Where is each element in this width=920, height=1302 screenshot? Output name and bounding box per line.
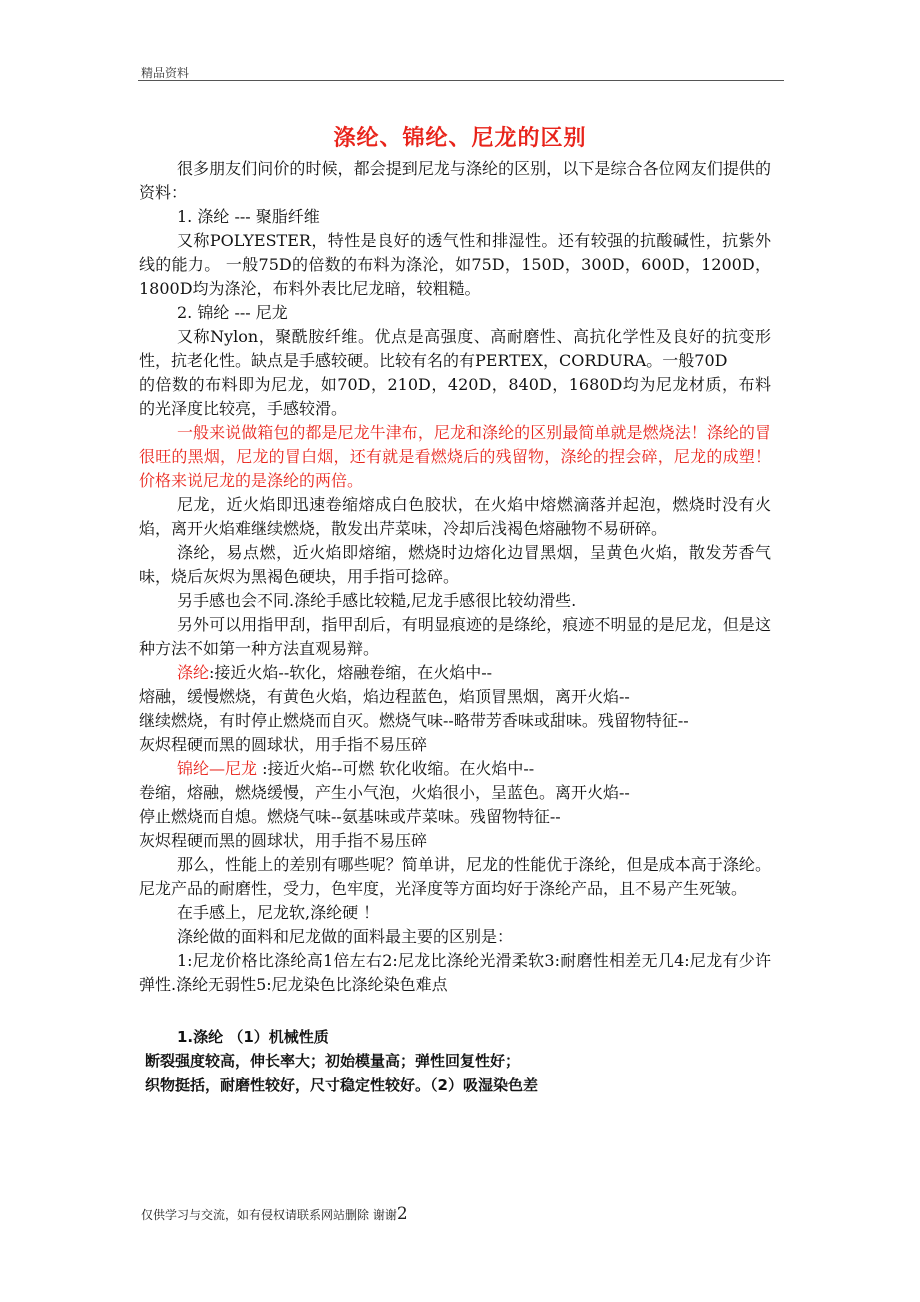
header-divider [138, 80, 784, 81]
bold-line-fabric: 织物挺括，耐磨性较好，尺寸稳定性较好。（2）吸湿染色差 [145, 1076, 538, 1094]
polyester-paragraph: 又称POLYESTER，特性是良好的透气性和排湿性。还有较强的抗酸碱性，抗紫外线的能力。 一般75D的倍数的布料为涤沦，如75D，150D，300D，600D，1200D，1800D均为涤沦，布料外表比尼龙暗，较粗糙。 [139, 231, 771, 298]
nylon-paragraph-continued: 的倍数的布料即为尼龙，如70D，210D，420D，840D，1680D均为尼龙材质，布料的光泽度比较亮，手感较滑。 [139, 375, 771, 418]
nylon-burn-paragraph: 尼龙，近火焰即迅速卷缩熔成白色胶状，在火焰中熔燃滴落并起泡，燃烧时没有火焰，离开火焰难继续燃烧，散发出芹菜味，冷却后浅褐色熔融物不易研碎。 [139, 495, 771, 538]
page-title: 涤纶、锦纶、尼龙的区别 [333, 126, 587, 151]
polyester-burn-line-4: 灰烬程硬而黑的圆球状，用手指不易压碎 [139, 735, 428, 754]
burn-test-highlight: 一般来说做箱包的都是尼龙牛津布，尼龙和涤纶的区别最简单就是燃烧法！涤纶的冒很旺的黑烟，尼龙的冒白烟，还有就是看燃烧后的残留物，涤纶的捏会碎，尼龙的成塑！价格来说尼龙的是涤纶的两倍。 [139, 423, 771, 490]
nylon-burn-line-2: 卷缩，熔融，燃烧缓慢，产生小气泡，火焰很小，呈蓝色。离开火焰-- [139, 783, 630, 802]
section-spacer [139, 997, 771, 1025]
header-label: 精品资料 [141, 66, 190, 80]
polyester-burn-line-2: 熔融，缓慢燃烧，有黄色火焰，焰边程蓝色，焰顶冒黑烟，离开火焰-- [139, 687, 630, 706]
polyester-burn-paragraph: 涤纶，易点燃，近火焰即熔缩，燃烧时边熔化边冒黑烟，呈黄色火焰，散发芳香气味，烧后灰烬为黑褐色硬块，用手指可捻碎。 [139, 543, 771, 586]
bold-heading-polyester: 1.涤纶 （1）机械性质 [177, 1028, 329, 1046]
polyester-burn-label: 涤纶 [177, 663, 210, 682]
footer-text: 仅供学习与交流，如有侵权请联系网站删除 谢谢 [141, 1208, 397, 1222]
nylon-burn-line-4: 灰烬程硬而黑的圆球状，用手指不易压碎 [139, 831, 428, 850]
intro-paragraph: 很多朋友们问价的时候，都会提到尼龙与涤纶的区别，以下是综合各位网友们提供的资料： [139, 159, 771, 202]
document-body [139, 157, 771, 1097]
polyester-burn-line-1 [139, 661, 771, 685]
page-number: 2 [396, 1204, 408, 1224]
fingernail-test-paragraph: 另外可以用指甲刮，指甲刮后，有明显痕迹的是绦纶，痕迹不明显的是尼龙，但是这种方法不如第一种方法直观易辩。 [139, 615, 771, 658]
nylon-paragraph: 又称Nylon，聚酰胺纤维。优点是高强度、高耐磨性、高抗化学性及良好的抗变形性，抗老化性。缺点是手感较硬。比较有名的有PERTEX，CORDURA。一般70D [139, 327, 771, 370]
main-difference-list: 1:尼龙价格比涤纶高1倍左右2:尼龙比涤纶光滑柔软3:耐磨性相差无几4:尼龙有少许弹性.涤纶无弱性5:尼龙染色比涤纶染色难点 [139, 951, 771, 994]
performance-paragraph: 那么，性能上的差别有哪些呢？简单讲，尼龙的性能优于涤纶，但是成本高于涤纶。尼龙产品的耐磨性，受力，色牢度，光泽度等方面均好于涤纶产品，且不易产生死皱。 [139, 855, 771, 898]
main-difference-heading: 涤纶做的面料和尼龙做的面料最主要的区别是： [177, 927, 514, 946]
bold-line-mechanical: 断裂强度较高，伸长率大；初始模量高；弹性回复性好； [145, 1052, 521, 1070]
polyester-burn-text-1: :接近火焰--软化，熔融卷缩，在火焰中-- [209, 663, 493, 682]
nylon-burn-line-1 [139, 757, 771, 781]
hand-feel-summary: 在手感上，尼龙软,涤纶硬 ！ [177, 903, 380, 922]
hand-feel-paragraph: 另手感也会不同.涤纶手感比较糙,尼龙手感很比较幼滑些. [177, 591, 577, 610]
polyester-burn-line-3: 继续燃烧，有时停止燃烧而自灭。燃烧气味--略带芳香味或甜味。残留物特征-- [139, 711, 689, 730]
section-heading-polyester: 1. 涤纶 --- 聚脂纤维 [177, 207, 320, 226]
section-heading-nylon: 2. 锦纶 --- 尼龙 [177, 303, 288, 322]
nylon-burn-text-1: :接近火焰--可燃 软化收缩。在火焰中-- [257, 759, 535, 778]
nylon-burn-label: 锦纶—尼龙 [177, 759, 258, 778]
nylon-burn-line-3: 停止燃烧而自熄。燃烧气味--氨基味或芹菜味。残留物特征-- [139, 807, 561, 826]
footer-note [141, 1204, 408, 1224]
